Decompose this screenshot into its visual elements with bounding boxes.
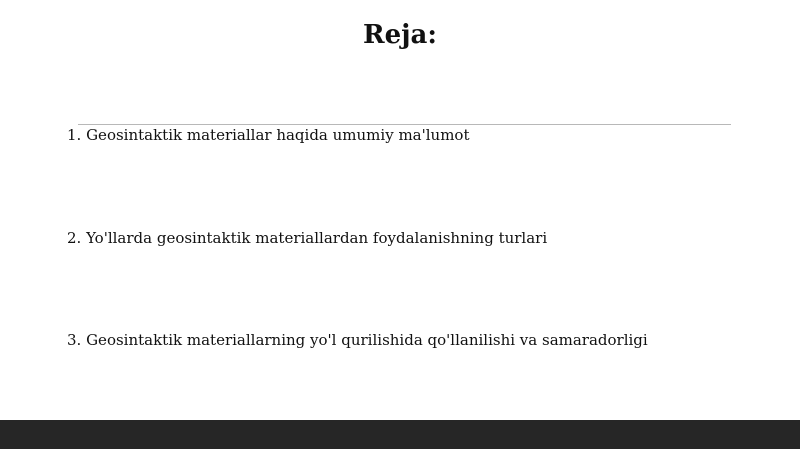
plan-item-2: 2. Yo'llarda geosintaktik materiallardan foydalanishning turlari: [67, 229, 548, 247]
plan-item-1: 1. Geosintaktik materiallar haqida umumiy ma'lumot: [67, 126, 470, 144]
bottom-bar: [0, 420, 800, 449]
plan-item-3: 3. Geosintaktik materiallarning yo'l qurilishida qo'llanilishi va samaradorligi: [67, 331, 648, 349]
slide-title: Reja:: [362, 20, 437, 50]
divider-line: [78, 124, 731, 125]
